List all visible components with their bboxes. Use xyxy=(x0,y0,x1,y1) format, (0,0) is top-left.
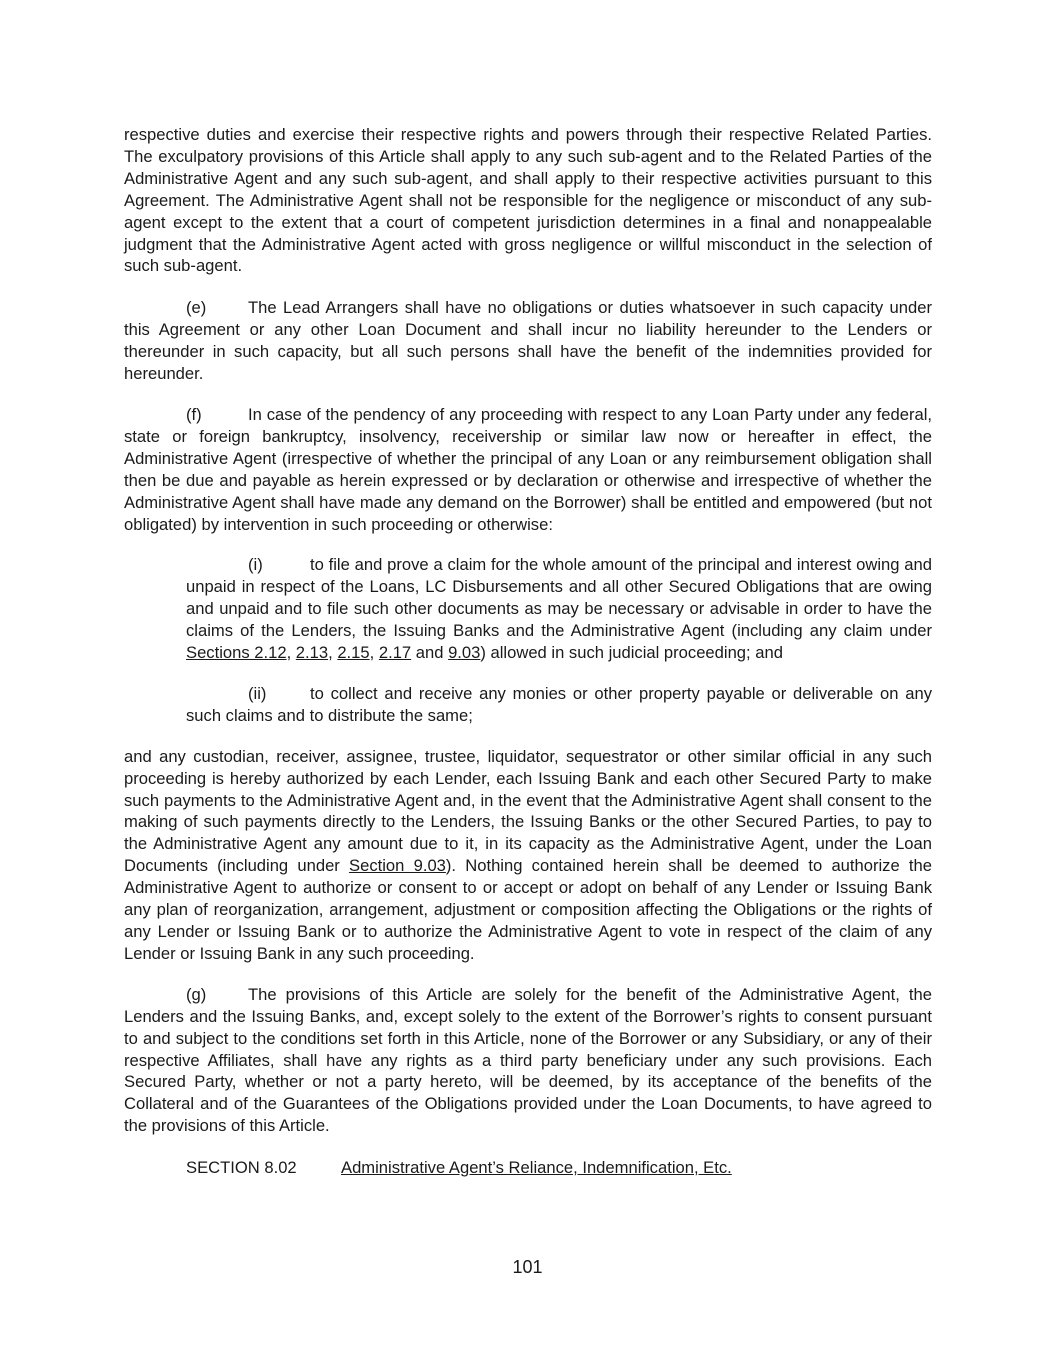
section-reference: 2.17 xyxy=(378,643,412,663)
document-body xyxy=(124,124,932,1179)
separator-text: , xyxy=(286,643,296,663)
separator-text: and xyxy=(411,643,449,663)
clause-label-g: (g) xyxy=(186,984,207,1004)
section-reference: Section 9.03 xyxy=(349,856,446,876)
paragraph-e xyxy=(124,297,932,385)
section-reference: 9.03 xyxy=(448,643,481,663)
clause-label-e: (e) xyxy=(186,298,207,318)
paragraph-f xyxy=(124,404,932,535)
page-number: 101 xyxy=(512,1257,543,1277)
clause-text-g: The provisions of this Article are solely for the benefit of the Administrative Agent, the Lenders and the Issuing Banks, and, except solely to the extent of the Borrower’s rights to consent pursuant to and subject to the conditions set forth in this Article, none of the Borrower or any Subsidiary, or any of their respective Affiliates, shall have any rights as a third party beneficiary under any such provisions. Each Secured Party, whether or not a party hereto, will be deemed, by its acceptance of the benefits of the Collateral and of the Guarantees of the Obligations provided under the Loan Documents, to have agreed to the provisions of this Article. xyxy=(124,984,932,1136)
paragraph-continuation xyxy=(124,124,932,277)
section-title: Administrative Agent’s Reliance, Indemnification, Etc. xyxy=(341,1158,732,1178)
clause-label-f: (f) xyxy=(186,404,202,424)
paragraph-text: ). Nothing contained herein shall be deemed to authorize the Administrative Agent to authorize or consent to or accept or adopt on behalf of any Lender or Issuing Bank any plan of reorganization, arrangement, adjustment or composition affecting the Obligations or the rights of any Lender or Issuing Bank or to authorize the Administrative Agent to vote in respect of the claim of any Lender or Issuing Bank in any such proceeding. xyxy=(124,856,932,963)
section-reference: 2.13 xyxy=(295,643,329,663)
subclause-ii xyxy=(186,683,932,727)
subclause-text-i: to file and prove a claim for the whole amount of the principal and interest owing and unpaid in respect of the Loans, LC Disbursements and all other Secured Obligations that are owing and unpaid and to file such other documents as may be necessary or advisable in order to have the claims of the Lenders, the Issuing Banks and the Administrative Agent (including any claim under xyxy=(186,555,932,641)
section-heading xyxy=(186,1157,932,1179)
paragraph-text: and any custodian, receiver, assignee, trustee, liquidator, sequestrator or other similar official in any such proceeding is hereby authorized by each Lender, each Issuing Bank and each other Secured Party to make such payments to the Administrative Agent and, in the event that the Administrative Agent shall consent to the making of such payments directly to the Lenders, the Issuing Banks or the other Secured Parties, to pay to the Administrative Agent any amount due to it, in its capacity as the Administrative Agent, under the Loan Documents (including under xyxy=(124,746,932,876)
paragraph-g xyxy=(124,984,932,1137)
clause-text-e: The Lead Arrangers shall have no obligations or duties whatsoever in such capacity under this Agreement or any other Loan Document and shall incur no liability hereunder to the Lenders or thereunder in such capacity, but all such persons shall have the benefit of the indemnities provided for hereunder. xyxy=(124,298,932,384)
section-reference: Sections 2.12 xyxy=(186,643,287,663)
subclause-i xyxy=(186,554,932,664)
paragraph-after-subclauses xyxy=(124,746,932,965)
section-reference: 2.15 xyxy=(337,643,370,663)
separator-text: , xyxy=(369,643,379,663)
subclause-tail-i: ) allowed in such judicial proceeding; and xyxy=(480,643,783,663)
paragraph-text: respective duties and exercise their respective rights and powers through their respective Related Parties. The exculpatory provisions of this Article shall apply to any such sub-agent and to the Related Parties of the Administrative Agent and any such sub-agent, and shall apply to their respective activities pursuant to this Agreement. The Administrative Agent shall not be responsible for the negligence or misconduct of any sub-agent except to the extent that a court of competent jurisdiction determines in a final and nonappealable judgment that the Administrative Agent acted with gross negligence or willful misconduct in the selection of such sub-agent. xyxy=(124,125,932,276)
section-number: SECTION 8.02 xyxy=(186,1158,297,1178)
subclause-text-ii: to collect and receive any monies or other property payable or deliverable on any such claims and to distribute the same; xyxy=(186,683,932,725)
subclause-label-i: (i) xyxy=(248,555,263,575)
subclause-label-ii: (ii) xyxy=(248,683,267,703)
clause-text-f: In case of the pendency of any proceeding with respect to any Loan Party under any federal, state or foreign bankruptcy, insolvency, receivership or similar law now or hereafter in effect, the Administrative Agent (irrespective of whether the principal of any Loan or any reimbursement obligation shall then be due and payable as herein expressed or by declaration or otherwise and irrespective of whether the Administrative Agent shall have made any demand on the Borrower) shall be entitled and empowered (but not obligated) by intervention in such proceeding or otherwise: xyxy=(124,404,932,534)
separator-text: , xyxy=(328,643,338,663)
